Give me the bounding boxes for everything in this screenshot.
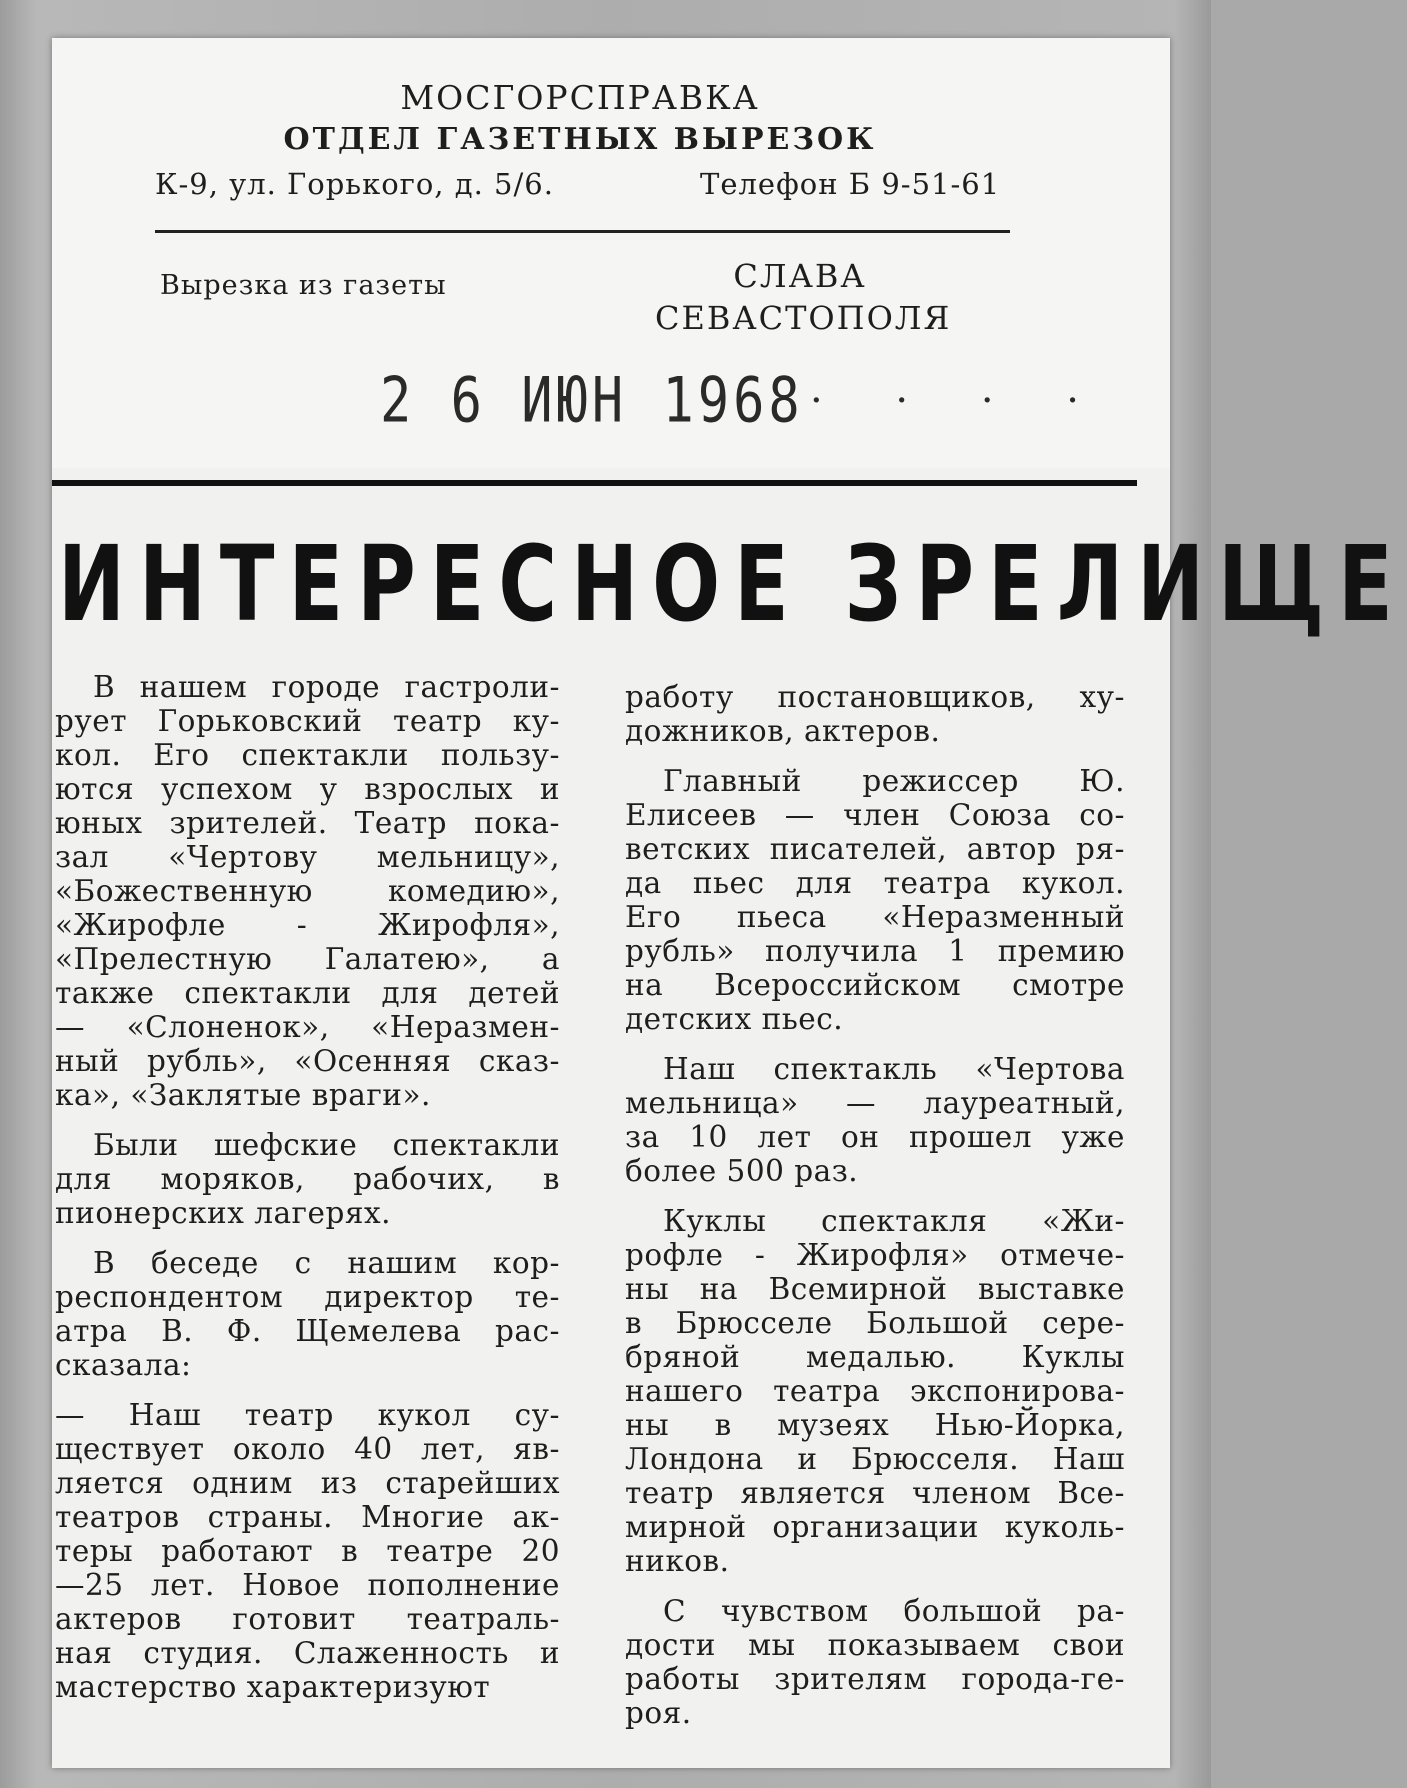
paragraph-gap: [55, 1112, 560, 1128]
paragraph-gap: [625, 748, 1125, 764]
article-line: пионерских лагерях.: [55, 1196, 391, 1230]
article-line: ны в музеях Нью-Йорка,: [625, 1408, 1125, 1442]
article-line: дости мы показываем свои: [625, 1628, 1125, 1662]
stamp-dots: · · · ·: [810, 378, 1110, 424]
article-paragraph: [625, 1594, 1125, 1730]
agency-name: МОСГОРСПРАВКА: [400, 78, 760, 117]
article-line: Лондона и Брюсселя. Наш: [625, 1442, 1125, 1476]
article-line: кол. Его спектакли пользу-: [55, 738, 560, 772]
article-line: Наш спектакль «Чертова: [663, 1052, 1125, 1086]
article-paragraph: [55, 1398, 560, 1704]
newspaper-name-line1: СЛАВА: [733, 257, 867, 295]
article-line: ны на Всемирной выставке: [625, 1272, 1125, 1306]
article-line: роя.: [625, 1696, 692, 1730]
article-line: Были шефские спектакли: [93, 1128, 560, 1162]
article-line: «Жирофле - Жирофля»,: [55, 908, 560, 942]
article-line: «Божественную комедию»,: [55, 874, 560, 908]
article-line: юных зрителей. Театр пока-: [55, 806, 560, 840]
article-line: С чувством большой ра-: [663, 1594, 1125, 1628]
article-paragraph: [55, 670, 560, 1112]
article-paragraph: [625, 1052, 1125, 1188]
article-line: также спектакли для детей: [55, 976, 560, 1010]
article-line: рофле - Жирофля» отмече-: [625, 1238, 1125, 1272]
article-line: Главный режиссер Ю.: [663, 764, 1125, 798]
article-line: ная студия. Слаженность и: [55, 1636, 560, 1670]
article-line: зал «Чертову мельницу»,: [55, 840, 560, 874]
article-line: дожников, актеров.: [625, 714, 941, 748]
article-line: респондентом директор те-: [55, 1280, 560, 1314]
article-line: Елисеев — член Союза со-: [625, 798, 1125, 832]
article-line: — Наш театр кукол су-: [55, 1398, 560, 1432]
article-line: ются успехом у взрослых и: [55, 772, 560, 806]
paragraph-gap: [55, 1230, 560, 1246]
article-line: мирной организации куколь-: [625, 1510, 1125, 1544]
paragraph-gap: [55, 1382, 560, 1398]
article-paragraph: [625, 680, 1125, 748]
article-line: ветских писателей, автор ря-: [625, 832, 1125, 866]
article-line: ляется одним из старейших: [55, 1466, 560, 1500]
article-paragraph: [55, 1128, 560, 1230]
article-line: за 10 лет он прошел уже: [625, 1120, 1125, 1154]
article-line: детских пьес.: [625, 1002, 844, 1036]
header-divider: [155, 230, 1010, 233]
article-paragraph: [625, 1204, 1125, 1578]
article-line: сказала:: [55, 1348, 192, 1382]
article-title: ИНТЕРЕСНОЕ ЗРЕЛИЩЕ: [58, 523, 1407, 645]
article-line: Его пьеса «Неразменный: [625, 900, 1125, 934]
article-line: нашего театра экспонирова-: [625, 1374, 1125, 1408]
article-line: атра В. Ф. Щемелева рас-: [55, 1314, 560, 1348]
article-line: театр является членом Все-: [625, 1476, 1125, 1510]
article-line: ников.: [625, 1544, 730, 1578]
article-line: работы зрителям города-ге-: [625, 1662, 1125, 1696]
newspaper-name-line2: СЕВАСТОПОЛЯ: [655, 299, 952, 337]
department-name: ОТДЕЛ ГАЗЕТНЫХ ВЫРЕЗОК: [283, 122, 877, 157]
article-line: Куклы спектакля «Жи-: [663, 1204, 1125, 1238]
article-line: рует Горьковский театр ку-: [55, 704, 560, 738]
article-line: более 500 раз.: [625, 1154, 859, 1188]
article-line: актеров готовит театраль-: [55, 1602, 560, 1636]
article-line: да пьес для театра кукол.: [625, 866, 1125, 900]
agency-phone: Телефон Б 9-51-61: [700, 167, 1001, 201]
article-line: ка», «Заклятые враги».: [55, 1078, 431, 1112]
article-line: мастерство характеризуют: [55, 1670, 491, 1704]
article-line: для моряков, рабочих, в: [55, 1162, 560, 1196]
article-line: мельница» — лауреатный,: [625, 1086, 1125, 1120]
article-line: в Брюсселе Большой сере-: [625, 1306, 1125, 1340]
paragraph-gap: [625, 1188, 1125, 1204]
cut-label: Вырезка из газеты: [160, 270, 447, 301]
article-line: В беседе с нашим кор-: [93, 1246, 560, 1280]
paragraph-gap: [625, 1578, 1125, 1594]
article-line: работу постановщиков, ху-: [625, 680, 1125, 714]
article-line: «Прелестную Галатею», а: [55, 942, 560, 976]
article-paragraph: [625, 764, 1125, 1036]
article-line: ный рубль», «Осенняя сказ-: [55, 1044, 560, 1078]
article-top-rule: [52, 480, 1137, 486]
agency-address: К-9, ул. Горького, д. 5/6.: [155, 167, 554, 201]
article-line: на Всероссийском смотре: [625, 968, 1125, 1002]
paragraph-gap: [625, 1036, 1125, 1052]
article-line: —25 лет. Новое пополнение: [55, 1568, 560, 1602]
article-paragraph: [55, 1246, 560, 1382]
article-line: рубль» получила 1 премию: [625, 934, 1125, 968]
article-line: теры работают в театре 20: [55, 1534, 560, 1568]
newspaper-name: [655, 255, 952, 339]
article-right-column: [625, 680, 1125, 1730]
article-line: В нашем городе гастроли-: [93, 670, 560, 704]
article-line: театров страны. Многие ак-: [55, 1500, 560, 1534]
date-stamp: 2 6 ИЮН 1968: [380, 365, 804, 437]
article-line: — «Слоненок», «Неразмен-: [55, 1010, 560, 1044]
article-line: ществует около 40 лет, яв-: [55, 1432, 560, 1466]
article-line: бряной медалью. Куклы: [625, 1340, 1125, 1374]
article-left-column: [55, 670, 560, 1704]
